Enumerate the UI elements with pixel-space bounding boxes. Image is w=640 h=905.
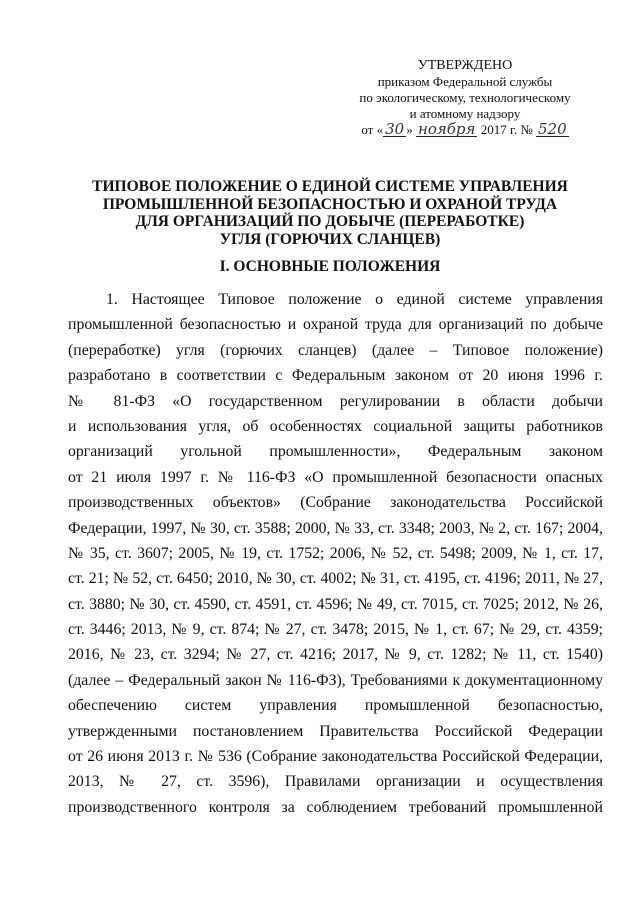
paragraph-line: от 26 июня 2013 г. № 536 (Собрание законодательства Российской Федерации, bbox=[68, 748, 603, 766]
approval-line: приказом Федеральной службы bbox=[377, 74, 553, 89]
order-year: 2017 г. № bbox=[480, 122, 533, 137]
paragraph-line: ст. 21; № 52, ст. 6450; 2010, № 30, ст. 4002; № 31, ст. 4195, ст. 4196; 2011, № 27, bbox=[68, 570, 603, 588]
approval-stamp bbox=[330, 58, 600, 138]
paragraph-line: организаций угольной промышленности», Федеральным законом bbox=[68, 443, 603, 461]
title-line: ПРОМЫШЛЕННОЙ БЕЗОПАСНОСТЬЮ И ОХРАНОЙ ТРУДА bbox=[102, 195, 558, 213]
handwritten-order-number: 520 bbox=[538, 120, 567, 138]
paragraph-line: и использования угля, об особенностях социальной защиты работников bbox=[68, 417, 603, 435]
approval-line: по экологическому, технологическому bbox=[359, 90, 571, 105]
paragraph-line: утвержденными постановлением Правительства Российской Федерации bbox=[68, 722, 603, 740]
date-close: » bbox=[406, 122, 413, 137]
document-title bbox=[60, 178, 600, 248]
paragraph-line: разработано в соответствии с Федеральным законом от 20 июня 1996 г. bbox=[68, 367, 603, 385]
handwritten-day: 30 bbox=[385, 120, 405, 138]
date-prefix: от « bbox=[361, 122, 384, 137]
section-heading: I. ОСНОВНЫЕ ПОЛОЖЕНИЯ bbox=[219, 258, 441, 275]
paragraph-line: производственного контроля за соблюдением требований промышленной bbox=[68, 798, 603, 816]
paragraph-line: ст. 3446; 2013, № 9, ст. 874; № 27, ст. 3478; 2015, № 1, ст. 67; № 29, ст. 4359; bbox=[68, 621, 603, 639]
paragraph-line: промышленной безопасностью и охраной труда для организаций по добыче bbox=[68, 316, 603, 334]
title-line: УГЛЯ (ГОРЮЧИХ СЛАНЦЕВ) bbox=[219, 230, 441, 248]
handwritten-month: ноября bbox=[417, 120, 476, 138]
paragraph-line: Федерации, 1997, № 30, ст. 3588; 2000, № 33, ст. 3348; 2003, № 2, ст. 167; 2004, bbox=[68, 519, 603, 537]
paragraph-1 bbox=[68, 287, 603, 820]
title-line: ТИПОВОЕ ПОЛОЖЕНИЕ О ЕДИНОЙ СИСТЕМЕ УПРАВЛЕНИЯ bbox=[92, 178, 568, 195]
paragraph-line: обеспечению систем управления промышленной безопасностью, bbox=[68, 697, 603, 715]
paragraph-line: производственных объектов» (Собрание законодательства Российской bbox=[68, 494, 603, 512]
paragraph-line: 2013, № 27, ст. 3596), Правилами организации и осуществления bbox=[68, 773, 603, 791]
paragraph-line: ст. 3880; № 30, ст. 4590, ст. 4591, ст. 4596; № 49, ст. 7015, ст. 7025; 2012, № 26, bbox=[68, 595, 603, 613]
approval-date-line bbox=[330, 122, 600, 138]
paragraph-line: от 21 июля 1997 г. № 116-ФЗ «О промышленной безопасности опасных bbox=[68, 468, 603, 486]
paragraph-line: 2016, № 23, ст. 3294; № 27, ст. 4216; 2017, № 9, ст. 1282; № 11, ст. 1540) bbox=[68, 646, 603, 664]
approval-title: УТВЕРЖДЕНО bbox=[417, 58, 513, 73]
paragraph-line: № 35, ст. 3607; 2005, № 19, ст. 1752; 2006, № 52, ст. 5498; 2009, № 1, ст. 17, bbox=[68, 544, 603, 562]
approval-line: и атомному надзору bbox=[409, 106, 521, 121]
paragraph-line: № 81-ФЗ «О государственном регулировании в области добычи bbox=[68, 392, 603, 410]
paragraph-line: 1. Настоящее Типовое положение о единой системе управления bbox=[106, 291, 603, 308]
paragraph-line: (далее – Федеральный закон № 116-ФЗ), Требованиями к документационному bbox=[68, 671, 603, 689]
paragraph-line: (переработке) угля (горючих сланцев) (далее – Типовое положение) bbox=[68, 341, 603, 359]
title-line: ДЛЯ ОРГАНИЗАЦИЙ ПО ДОБЫЧЕ (ПЕРЕРАБОТКЕ) bbox=[135, 213, 525, 230]
